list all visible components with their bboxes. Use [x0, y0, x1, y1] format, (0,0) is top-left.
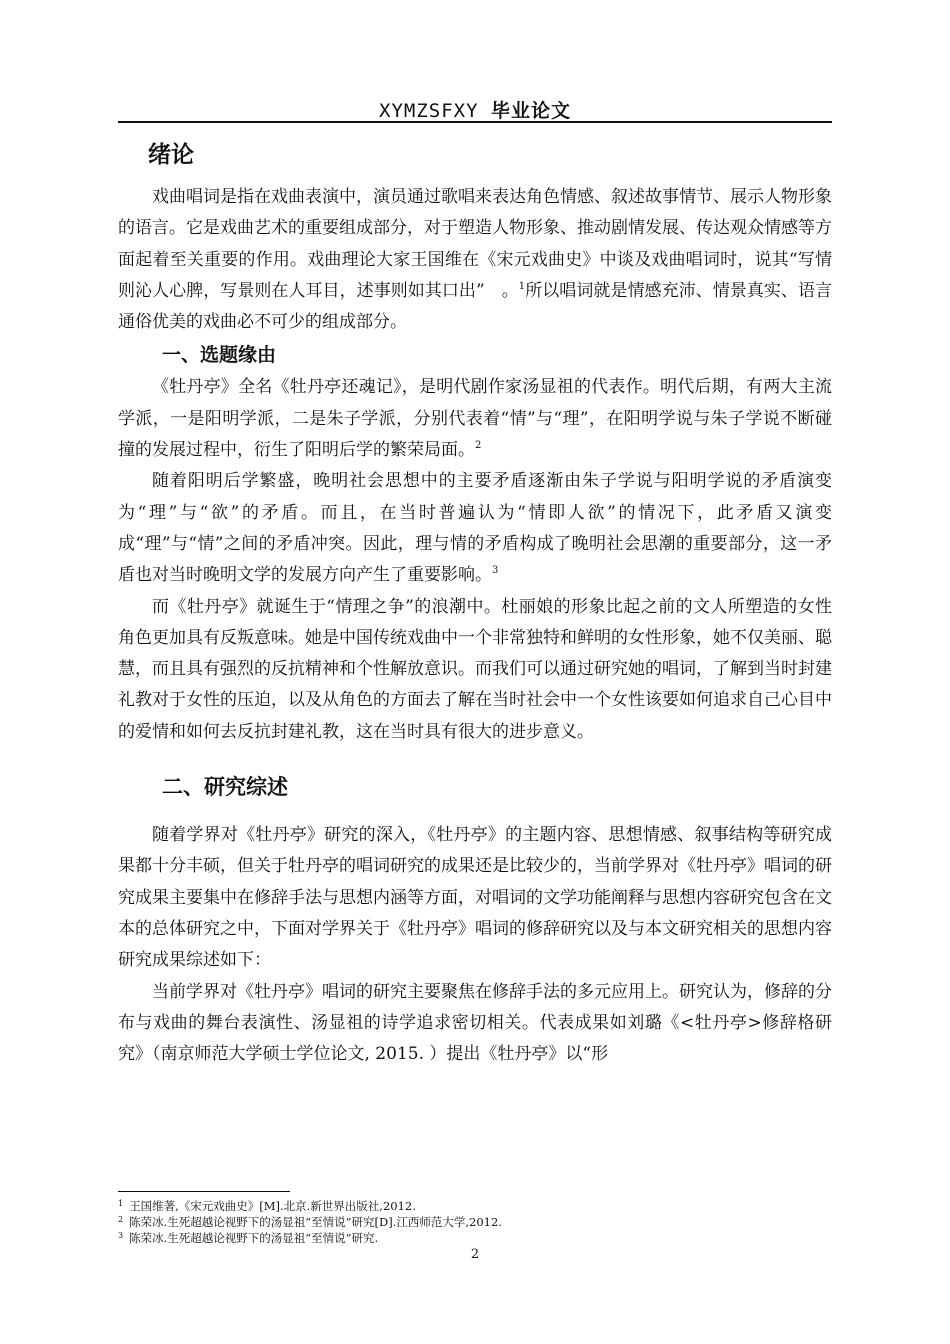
section-heading-1: 一、选题缘由: [162, 344, 277, 367]
page-number: 2: [470, 1247, 480, 1262]
footnote: [118, 1198, 832, 1214]
footnote-text: 陈荣冰.生死超越论视野下的汤显祖“至情说”研究.: [129, 1231, 379, 1245]
footnote-mark: 2: [118, 1215, 124, 1224]
section2-paragraph-2: 当前学界对《牡丹亭》唱词的研究主要聚焦在修辞手法的多元应用上。研究认为，修辞的分布与戏曲的舞台表演性、汤显祖的诗学追求密切相关。代表成果如刘璐《<牡丹亭>修辞格研究》（南京师范大学硕士学位论文, 2015. ）提出《牡丹亭》以“形: [118, 981, 832, 1065]
header-cn: 毕业论文: [490, 100, 571, 122]
footnote-mark: 1: [118, 1199, 124, 1208]
footnote: [118, 1230, 832, 1246]
intro-tail: 所以唱词就是情感充沛、情景真实、语言通俗优美的戏曲必不可少的组成部分。: [118, 280, 832, 333]
footnote: [118, 1214, 832, 1230]
section1-paragraph-2: [118, 466, 832, 591]
section1-paragraph-1-text: 《牡丹亭》全名《牡丹亭还魂记》，是明代剧作家汤显祖的代表作。明代后期，有两大主流学派，一是阳明学派，二是朱子学派，分别代表着“情”与“理”，在阳明学说与朱子学说不断碰撞的发展过程中，衍生了阳明后学的繁荣局面。: [118, 377, 832, 461]
intro-paragraph: [118, 182, 832, 338]
body-content: [118, 132, 832, 1070]
section1-paragraph-3: 而《牡丹亭》就诞生于“情理之争”的浪潮中。杜丽娘的形象比起之前的文人所塑造的女性角色更加具有反叛意味。她是中国传统戏曲中一个非常独特和鲜明的女性形象，她不仅美丽、聪慧，而且具有强烈的反抗精神和个性解放意识。而我们可以通过研究她的唱词，了解到当时封建礼教对于女性的压迫，以及从角色的方面去了解在当时社会中一个女性该要如何追求自己心目中的爱情和如何去反抗封建礼教，这在当时具有很大的进步意义。: [118, 596, 832, 742]
section2-paragraph-1: 随着学界对《牡丹亭》研究的深入，《牡丹亭》的主题内容、思想情感、叙事结构等研究成果都十分丰硕，但关于牡丹亭的唱词研究的成果还是比较少的，当前学界对《牡丹亭》唱词的研究成果主要集中在修辞手法与思想内涵等方面，对唱词的文学功能阐释与思想内容研究包含在文本的总体研究之中，下面对学界关于《牡丹亭》唱词的修辞研究以及与本文研究相关的思想内容研究成果综述如下：: [118, 825, 832, 971]
footnote-mark: 3: [118, 1231, 124, 1240]
section1-paragraph-1: [118, 372, 832, 466]
footnote-ref-1[interactable]: 1: [518, 280, 526, 292]
footnote-text: 陈荣冰.生死超越论视野下的汤显祖“至情说”研究[D].江西师范大学,2012.: [129, 1215, 502, 1229]
footnotes: [118, 1198, 832, 1246]
section1-paragraph-2-text: 随着阳明后学繁盛，晚明社会思想中的主要矛盾逐渐由朱子学说与阳明学说的矛盾演变为“理”与“欲”的矛盾。而且，在当时普遍认为“情即人欲”的情况下，此矛盾又演变成“理”与“情”之间的矛盾冲突。因此，理与情的矛盾构成了晚明社会思潮的重要部分，这一矛盾也对当时晚明文学的发展方向产生了重要影响。: [118, 471, 832, 586]
footnote-ref-3[interactable]: 3: [492, 565, 499, 577]
header-rule: [118, 121, 832, 123]
footnote-text: 王国维著,《宋元戏曲史》[M].北京.新世界出版社,2012.: [129, 1199, 416, 1213]
chapter-title: 绪论: [148, 142, 194, 168]
footnote-ref-2[interactable]: 2: [475, 440, 482, 452]
footnote-rule: [118, 1191, 290, 1192]
running-header: [118, 96, 832, 123]
header-latin: XYMZSFXY: [379, 100, 479, 122]
section-heading-2: 二、研究综述: [162, 775, 288, 800]
intro-text: 戏曲唱词是指在戏曲表演中，演员通过歌唱来表达角色情感、叙述故事情节、展示人物形象的语言。它是戏曲艺术的重要组成部分，对于塑造人物形象、推动剧情发展、传达观众情感等方面起着至关重要的作用。戏曲理论大家王国维在《宋元戏曲史》中谈及戏曲唱词时，说其“写情则沁人心脾，写景则在人耳目，述事则如其口出” 。: [118, 187, 832, 301]
